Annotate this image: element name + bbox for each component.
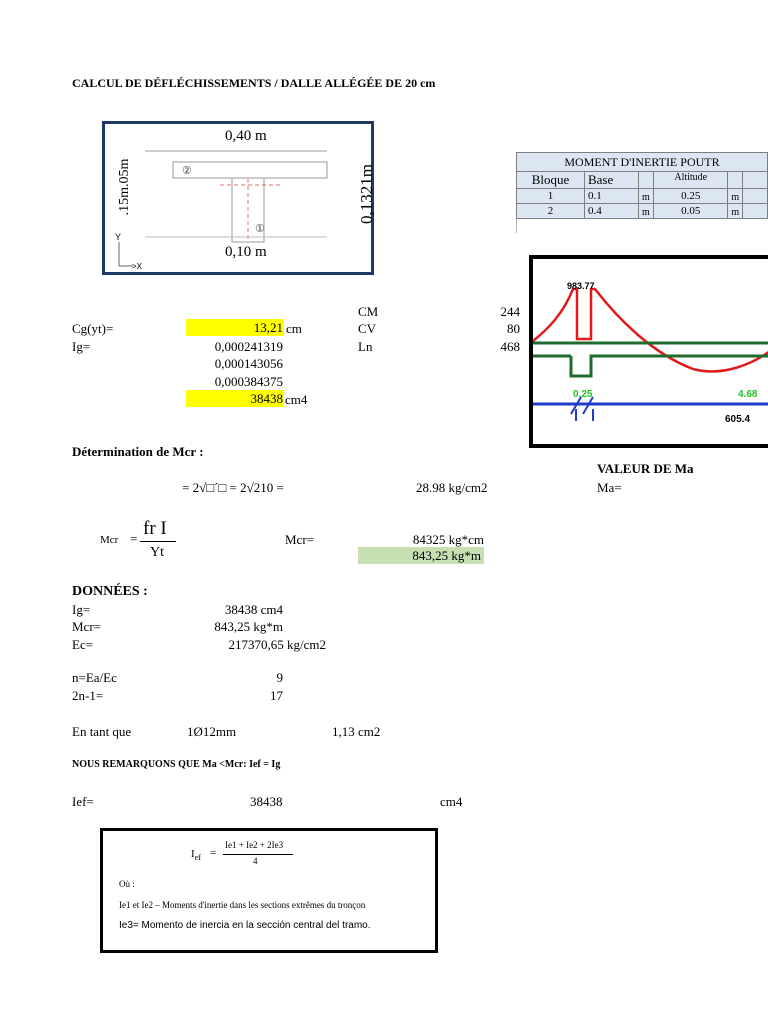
fr-value: 28.98 kg/cm2: [416, 480, 488, 495]
inertia-table-header: MOMENT D'INERTIE POUTR: [517, 153, 768, 172]
ig-cm4-unit: cm4: [285, 392, 308, 407]
col-altitude: Altitude: [654, 172, 728, 189]
ief-definition-2: Ie3= Momento de inercia en la sección central del tramo.: [119, 920, 371, 931]
ief-formula-eq: =: [210, 847, 217, 859]
ief-formula-box: [100, 828, 438, 953]
cross-section-figure: [102, 121, 374, 275]
donnees-mcr-value: 843,25 kg*m: [214, 619, 283, 634]
ou-label: Où :: [119, 879, 135, 889]
cg-value: 13,21: [186, 319, 284, 336]
load-cv-value: 80: [507, 321, 520, 336]
ig-label: Ig=: [72, 339, 91, 354]
table-row: 1 0.1 m 0.25 m: [517, 189, 768, 204]
ief-unit: cm4: [440, 794, 463, 809]
ma-label: Ma=: [597, 480, 622, 495]
x-axis-label: >X: [132, 262, 143, 271]
fr-formula: = 2√□´□ = 2√210 =: [182, 480, 284, 495]
load-cm-label: CM: [358, 304, 379, 319]
col-base: Base: [584, 172, 638, 189]
mcr-formula-den: Yt: [150, 545, 164, 560]
ief-formula-den: 4: [253, 856, 258, 866]
inertia-table-clip: [516, 152, 768, 252]
ief-definition-1: Ie1 et Ie2 – Moments d'inertie dans les sections extrêmes du tronçon: [119, 900, 366, 910]
ief-formula-num: Ie1 + Ie2 + 2Ie3: [225, 840, 284, 850]
ig-value-1: 0,000241319: [214, 339, 283, 354]
ig-value-3: 0,000384375: [214, 374, 283, 389]
bottom-dimension: 0,10 m: [225, 244, 267, 260]
bottom-moment-label: 605.4: [725, 414, 751, 425]
mcr-kgm-value: 843,25 kg*m: [358, 547, 484, 564]
n2-label: 2n-1=: [72, 688, 104, 703]
top-dimension: 0,40 m: [225, 128, 267, 144]
mcr-formula-bar: [140, 541, 176, 542]
load-ln-value: 468: [500, 339, 520, 354]
right-dimension: 0,1321m: [357, 164, 376, 224]
donnees-ig-value: 38438 cm4: [224, 602, 283, 617]
left-dimension: .15m.05m: [117, 158, 132, 216]
mcr-formula-num: fr I: [143, 518, 167, 539]
n-value: 9: [276, 670, 283, 685]
load-cm-value: 244: [500, 304, 520, 319]
remark-text: NOUS REMARQUONS QUE Ma <Mcr: Ief = Ig: [72, 759, 281, 770]
donnees-ec-label: Ec=: [72, 637, 94, 652]
valeur-ma-heading: VALEUR DE Ma: [597, 461, 694, 476]
en-tant-que-label: En tant que: [72, 724, 132, 739]
ief-label: Ief=: [72, 794, 94, 809]
load-cv-label: CV: [358, 321, 377, 336]
ig-cm4-value: 38438: [186, 390, 284, 407]
moment-diagram: [529, 255, 768, 448]
n2-value: 17: [270, 688, 283, 703]
ief-formula-lhs: $I_{ef}$: [191, 848, 201, 863]
donnees-mcr-label: Mcr=: [72, 619, 101, 634]
ief-value: 38438: [250, 794, 283, 809]
rebar-spec: 1Ø12mm: [187, 724, 237, 739]
peak-label: 983.77: [567, 281, 595, 291]
mcr-formula-eq: =: [130, 531, 138, 546]
donnees-heading: DONNÉES :: [72, 584, 148, 599]
block-1-marker: ①: [255, 223, 265, 235]
ig-value-2: 0,000143056: [214, 356, 283, 371]
y-axis-label: Y: [115, 232, 122, 242]
block-2-marker: ②: [182, 165, 192, 177]
mcr-kgcm-value: 84325 kg*cm: [412, 532, 484, 547]
right-length-label: 4.68: [738, 389, 758, 400]
inertia-table: [516, 152, 768, 233]
table-row: 2 0.4 m 0.05 m: [517, 204, 768, 219]
n-label: n=Ea/Ec: [72, 670, 117, 685]
load-ln-label: Ln: [358, 339, 373, 354]
left-length-label: 0.25: [573, 389, 593, 400]
cg-unit: cm: [286, 321, 302, 336]
col-bloque: Bloque: [517, 172, 585, 189]
mcr-label: Mcr=: [285, 532, 314, 547]
ief-formula-bar: [223, 854, 293, 855]
donnees-ig-label: Ig=: [72, 602, 91, 617]
mcr-formula-lhs: Mcr: [100, 534, 119, 546]
rebar-area: 1,13 cm2: [332, 724, 381, 739]
page-title: CALCUL DE DÉFLÉCHISSEMENTS / DALLE ALLÉGÉE DE 20 cm: [72, 76, 436, 90]
donnees-ec-value: 217370,65 kg/cm2: [228, 637, 326, 652]
mcr-heading: Détermination de Mcr :: [72, 444, 204, 459]
cg-label: Cg(yt)=: [72, 321, 114, 336]
